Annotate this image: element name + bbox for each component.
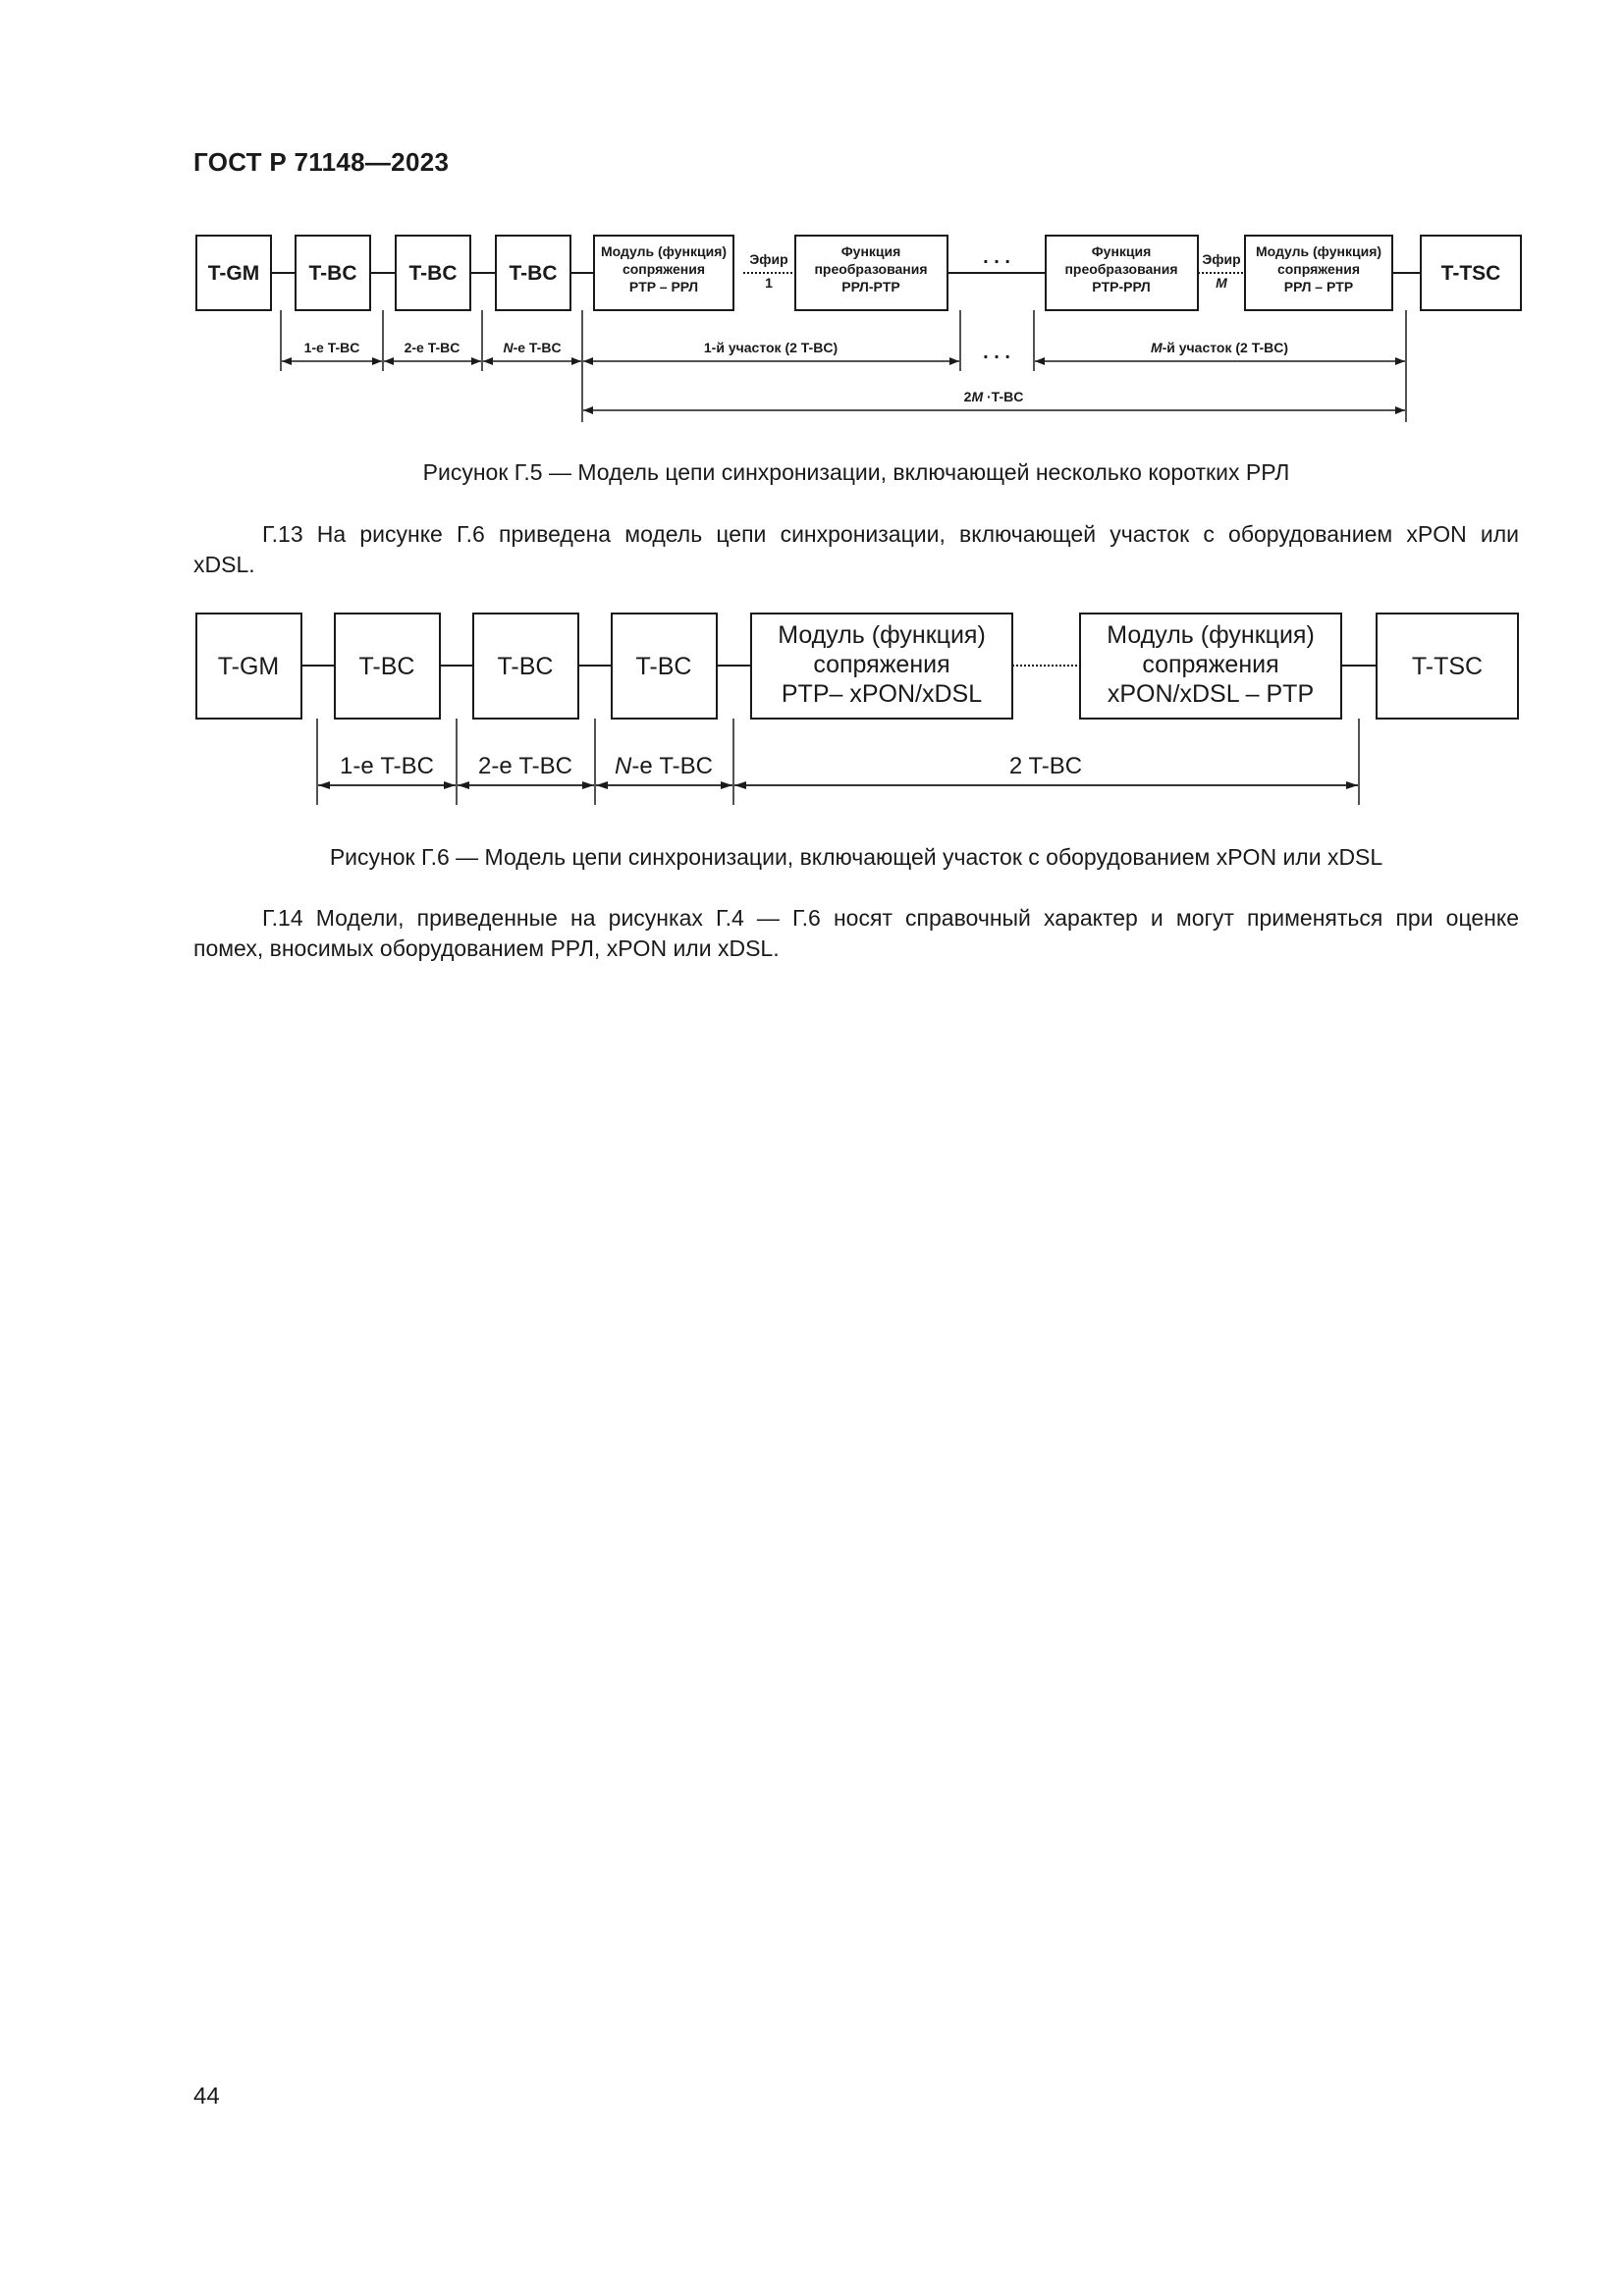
dim-label-first: 1-е T-BC [303, 340, 360, 355]
label-t-tsc: T-TSC [1411, 653, 1484, 680]
label-interface-ptp-xpon-3: PTP– xPON/xDSL [781, 680, 983, 708]
label-conversion-ptp-rrl-2: преобразования [1064, 261, 1178, 277]
figure-g5-diagram [0, 216, 1624, 432]
dim-label-first: 1-е T-BC [339, 753, 435, 779]
label-t-bc-1: T-BC [308, 262, 357, 285]
dim-label-total: 2M ·T-BC [963, 389, 1024, 404]
figure-g6-diagram [0, 599, 1624, 815]
paragraph-g14-line-1: Г.14 Модели, приведенные на рисунках Г.4 — Г.6 носят справочный характер и могут применяться при оценке [262, 905, 1519, 931]
dim-label-nth: N-е T-BC [614, 753, 714, 779]
label-conversion-ptp-rrl-3: PTP-РРЛ [1092, 279, 1151, 294]
paragraph-g14-line-2: помех, вносимых оборудованием РРЛ, xPON или xDSL. [193, 935, 780, 961]
paragraph-g13-line-1: Г.13 На рисунке Г.6 приведена модель цепи синхронизации, включающей участок с оборудованием xPON или [262, 521, 1519, 547]
label-interface-xpon-ptp-2: сопряжения [1142, 651, 1279, 678]
label-ether-1-number: 1 [765, 275, 773, 291]
dim-label-total: 2 T-BC [1008, 753, 1083, 779]
label-interface-xpon-ptp-1: Модуль (функция) [1107, 621, 1315, 649]
label-t-gm: T-GM [207, 262, 260, 285]
dim-label-second: 2-е T-BC [404, 340, 460, 355]
label-conversion-rrl-ptp-3: РРЛ-PTP [841, 279, 900, 294]
dim-label-section-1: 1-й участок (2 T-BC) [703, 340, 839, 355]
label-interface-rrl-ptp-1: Модуль (функция) [1255, 243, 1382, 259]
dim-label-section-m: M-й участок (2 T-BC) [1150, 340, 1289, 355]
page-number: 44 [193, 2083, 220, 2109]
label-conversion-rrl-ptp-1: Функция [840, 243, 901, 259]
label-ether-m-word: Эфир [1202, 251, 1241, 267]
label-t-bc-2: T-BC [497, 653, 554, 680]
label-t-bc-2: T-BC [408, 262, 458, 285]
paragraph-g14 [193, 903, 1519, 964]
label-interface-xpon-ptp-3: xPON/xDSL – PTP [1107, 680, 1315, 708]
dim-label-second: 2-е T-BC [477, 753, 573, 779]
label-t-bc-1: T-BC [358, 653, 415, 680]
label-conversion-ptp-rrl-1: Функция [1091, 243, 1152, 259]
document-header: ГОСТ Р 71148—2023 [193, 147, 450, 177]
label-interface-ptp-rrl-1: Модуль (функция) [600, 243, 728, 259]
label-t-gm: T-GM [217, 653, 280, 680]
dim-label-nth: N-е T-BC [503, 340, 562, 355]
figure-g6-caption: Рисунок Г.6 — Модель цепи синхронизации, включающей участок с оборудованием xPON или xDSL [329, 844, 1383, 870]
paragraph-g13 [193, 519, 1519, 580]
label-t-bc-n: T-BC [635, 653, 692, 680]
ellipsis-dimensions: . . . [983, 342, 1010, 363]
ellipsis-blocks: . . . [983, 246, 1010, 268]
label-interface-rrl-ptp-3: РРЛ – PTP [1283, 279, 1354, 294]
label-interface-ptp-xpon-2: сопряжения [813, 651, 950, 678]
label-interface-ptp-rrl-3: PTP – РРЛ [628, 279, 699, 294]
paragraph-g13-line-2: xDSL. [193, 552, 255, 577]
figure-g5-caption: Рисунок Г.5 — Модель цепи синхронизации, включающей несколько коротких РРЛ [422, 459, 1290, 485]
label-conversion-rrl-ptp-2: преобразования [814, 261, 928, 277]
label-ether-1-word: Эфир [749, 251, 788, 267]
label-interface-ptp-rrl-2: сопряжения [622, 261, 706, 277]
label-ether-m-number: M [1216, 275, 1227, 291]
label-t-tsc: T-TSC [1440, 262, 1501, 285]
label-t-bc-n: T-BC [509, 262, 558, 285]
label-interface-ptp-xpon-1: Модуль (функция) [778, 621, 986, 649]
label-interface-rrl-ptp-2: сопряжения [1276, 261, 1361, 277]
